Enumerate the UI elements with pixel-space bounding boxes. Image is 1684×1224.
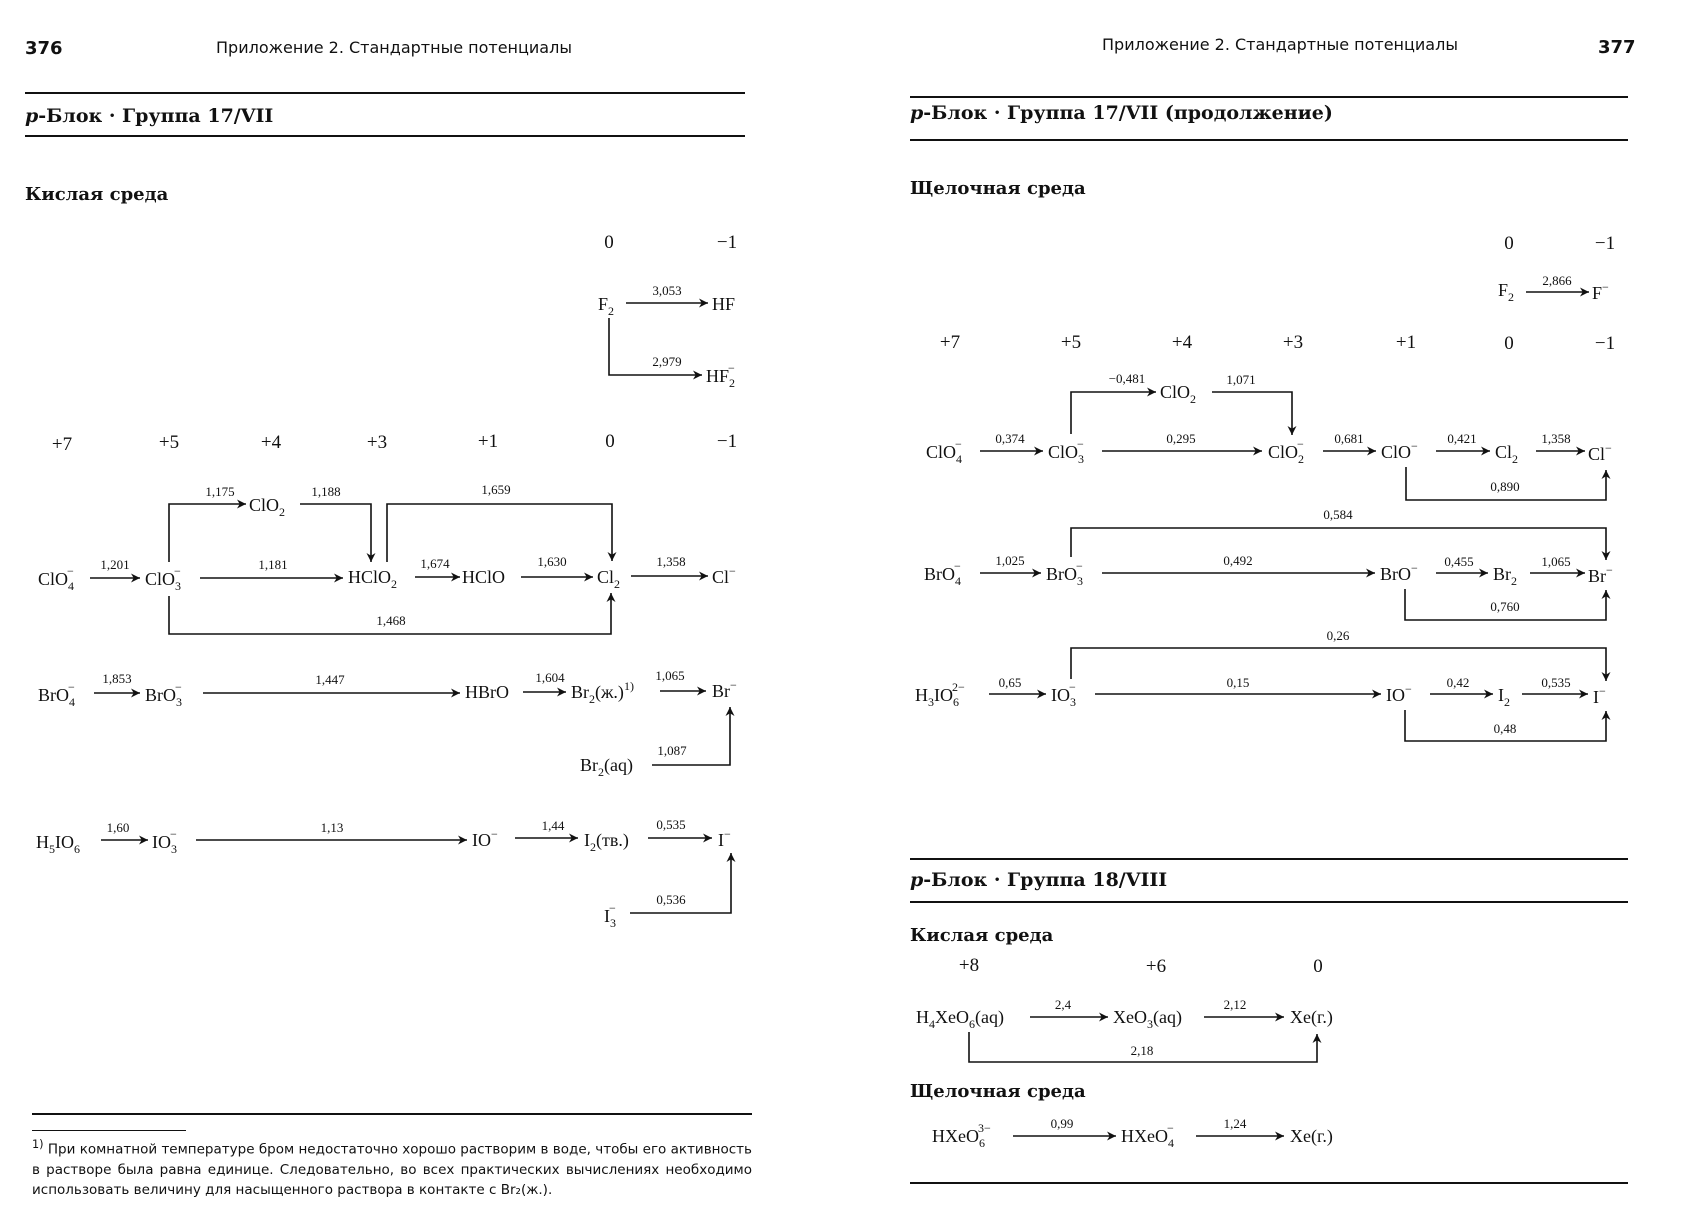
potential-label: 0,48 [1493,721,1517,736]
xe-base-medium: Щелочная среда [910,1081,1086,1102]
species-subscript: 4 [955,574,961,588]
species: Cl− [712,564,736,587]
oxidation-state-label: +5 [1060,332,1082,353]
oxidation-state-label: +1 [477,431,499,452]
oxidation-state-label: +1 [1395,332,1417,353]
species: $F_2$ [1498,280,1515,304]
species: BrO$_4$− [38,680,75,709]
reaction-arrow [387,504,612,562]
species: HClO$_2$ [348,567,398,591]
potential-label: 2,979 [652,354,682,369]
right-oxidation-states [940,332,1615,354]
species-subscript: 2 [608,304,615,318]
species-subscript: (aq) [604,755,633,775]
species-subscript: 3 [171,842,177,856]
species-subscript: 2 [1508,290,1515,304]
potential-label: 1,604 [535,670,565,685]
left-bromine-diagram [38,668,737,779]
left-running-head: Приложение 2. Стандартные потенциалы [216,38,572,57]
left-fluorine-diagram [598,232,737,390]
oxidation-state-label: +5 [158,432,180,453]
species-subscript: 3 [610,916,616,930]
species-subscript: − [1077,437,1084,451]
potential-label: 0,421 [1447,431,1477,446]
oxidation-state-label: +3 [1282,332,1304,353]
species-subscript: 2− [952,680,965,694]
oxidation-state-label: 0 [1504,233,1514,254]
potential-label: 1,087 [657,743,687,758]
oxidation-state-label: +8 [958,955,980,976]
species-subscript: − [1605,441,1612,455]
potential-label: 1,071 [1226,372,1256,387]
potential-label: 0,760 [1490,599,1520,614]
potential-label: 1,44 [541,818,565,833]
species-subscript: 4 [956,452,963,466]
species: ClO$_2$ [1160,382,1197,406]
potential-label: 2,18 [1130,1043,1154,1058]
species-subscript: − [1411,561,1418,575]
species-subscript: − [1411,439,1418,453]
ox-label: 0 [604,232,614,253]
potential-label: 0,26 [1326,628,1350,643]
species-subscript: (aq) [975,1007,1004,1027]
species-subscript: 2 [279,505,286,519]
species: $H_3IO_62-$ [915,680,965,709]
potential-label: 2,866 [1542,273,1572,288]
species: $Br_2(aq)$ [580,755,633,779]
species: I− [1593,684,1606,707]
species: BrO$_4$− [924,559,961,588]
left-iodine-diagram [36,817,731,930]
species-subscript: 4 [929,1017,935,1031]
potential-label: 2,4 [1054,997,1072,1012]
species-subscript: − [724,827,731,841]
potential-label: 0,374 [995,431,1025,446]
footnote: $^{1)}$ При комнатной температуре бром недостаточно хорошо растворим в воде, чтобы его активность в растворе была равна единице. Следовательно, во всех практических вычислениях необходимо использовать величину для насыщенного раствора в контакте с Br₂(ж.). [32,1138,752,1198]
oxidation-state-label: 0 [605,431,615,452]
left-chlorine-diagram [38,482,736,634]
potential-label: 1,468 [376,613,406,628]
species: $Br_2(ж.)^{1)}$ [571,679,634,706]
species-subscript: 3 [1078,452,1085,466]
species: $Cl_2$ [1495,442,1519,466]
species-subscript: − [729,564,736,578]
potential-label: 0,15 [1226,675,1250,690]
species-subscript: − [1599,684,1606,698]
species-subscript: − [609,901,616,915]
species-subscript: 3 [1070,695,1076,709]
oxidation-state-label: +4 [1171,332,1193,353]
oxidation-state-label: 0 [1504,333,1514,354]
potential-label: 1,24 [1223,1116,1247,1131]
species-subscript: − [1602,280,1609,294]
species-subscript: − [1167,1121,1174,1135]
right-section-title: p-Блок · Группа 17/VII (продолжение) [910,102,1333,124]
potential-label: 0,99 [1050,1116,1074,1131]
species-subscript: − [955,437,962,451]
species-subscript: XeO [935,1007,969,1027]
species: $H_5IO_6$ [36,832,80,856]
potential-label: 1,13 [320,820,344,835]
species: HBrO [465,682,509,702]
reaction-arrow [169,504,246,562]
potential-label: 1,853 [102,671,132,686]
species: HClO [462,567,506,587]
right-chlorine-diagram [926,371,1612,500]
potential-label: 2,12 [1223,997,1247,1012]
species: HXeO$_4$− [1121,1121,1174,1150]
species: Cl− [1588,441,1612,464]
potential-label: 0,584 [1323,507,1353,522]
species-subscript: 4 [69,695,75,709]
left-section-title: p-Блок · Группа 17/VII [25,105,274,127]
species: BrO− [1380,561,1418,584]
species: $I_3-$ [604,901,616,930]
species-subscript: 4 [1168,1136,1174,1150]
oxidation-state-label: −1 [1594,233,1616,254]
species: BrO$_3$− [145,680,182,709]
species-subscript: − [954,559,961,573]
reaction-arrow [1071,648,1606,681]
species-subscript: 2 [1511,574,1517,588]
reaction-arrow [1212,392,1292,435]
oxidation-state-label: 0 [1313,956,1323,977]
potential-label: 1,630 [537,554,567,569]
species-subscript: − [1405,682,1412,696]
species-subscript: − [67,564,74,578]
species-subscript: 3 [175,579,182,593]
potential-label: 0,42 [1446,675,1470,690]
right-medium-label: Щелочная среда [910,178,1086,199]
oxidation-state-label: −1 [1594,333,1616,354]
potential-label: 0,536 [656,892,686,907]
species-subscript: − [174,564,181,578]
species-HF2-: $HF_2-$ [706,361,736,390]
right-running-head: Приложение 2. Стандартные потенциалы [1102,35,1458,54]
species: ClO$_2$ [249,495,286,519]
species-subscript: (ж.) [595,682,624,702]
potential-label: 1,181 [258,557,288,572]
potential-label: 0,681 [1334,431,1364,446]
species-HF: HF [712,294,736,314]
oxidation-state-label: −1 [716,431,738,452]
potential-label: 1,674 [420,556,450,571]
left-page-number: 376 [25,38,63,59]
species-subscript: − [1297,437,1304,451]
species: Br− [712,678,737,701]
potential-label: 1,065 [1541,554,1571,569]
species: $IO_3-$ [152,827,177,856]
potential-label: 0,535 [1541,675,1571,690]
xe-acid-medium: Кислая среда [910,925,1054,946]
oxidation-state-label: +3 [366,432,388,453]
right-bromine-diagram [924,507,1613,620]
species-subscript: 3 [1077,574,1083,588]
oxidation-state-label: +7 [51,434,73,455]
species: Br− [1588,563,1613,586]
species: ClO$_3$− [145,564,182,593]
species: F− [1592,280,1609,303]
species-subscript: − [175,680,182,694]
species: BrO$_3$− [1046,559,1083,588]
species-F2: $F_2$ [598,294,615,318]
species: ClO$_2$− [1268,437,1305,466]
oxidation-state-label: +6 [1145,956,1167,977]
species-subscript: 3− [978,1121,991,1135]
species-subscript: 2 [1512,452,1519,466]
species-subscript: − [1069,680,1076,694]
species: $I_2(тв.)$ [584,830,629,854]
potential-label: 0,65 [998,675,1022,690]
species-subscript: 5 [49,842,55,856]
reaction-arrow [1071,528,1606,560]
species-subscript: − [68,680,75,694]
potential-label: 1,188 [311,484,341,499]
species-subscript: 2 [590,840,596,854]
right-fluorine-diagram [1498,233,1615,304]
right-page-number: 377 [1598,37,1636,58]
species-subscript: IO [55,832,74,852]
species-subscript: IO [934,685,953,705]
species-subscript: 2 [614,577,621,591]
potential-label: 1,025 [995,553,1025,568]
oxidation-state-label: +4 [260,432,282,453]
species-subscript: 6 [74,842,80,856]
species: IO− [1386,682,1412,705]
species: Xe(г.) [1290,1126,1333,1146]
ox-label: −1 [716,232,738,253]
group18-title: p-Блок · Группа 18/VIII [910,869,1168,891]
potential-label: 1,175 [205,484,235,499]
species: ClO− [1381,439,1418,462]
species-subscript: 2 [598,765,604,779]
species-subscript: 6 [979,1136,985,1150]
xenon-acid-diagram [916,955,1333,1062]
potential-label: 0,295 [1166,431,1196,446]
potential-label: 0,492 [1223,553,1253,568]
species: $IO_3-$ [1051,680,1076,709]
species-subscript: 2 [1298,452,1305,466]
potential-label: 1,201 [100,557,130,572]
species-subscript: 4 [68,579,75,593]
right-iodine-diagram [915,628,1606,741]
species-subscript: 3 [928,695,934,709]
species: ClO$_3$− [1048,437,1085,466]
species: ClO$_4$− [38,564,75,593]
potential-label: 1,659 [481,482,511,497]
species: $Br_2$ [1493,564,1517,588]
potential-label: 1,358 [656,554,686,569]
potential-label: −0,481 [1108,371,1146,386]
species-subscript: 2 [589,692,595,706]
potential-label: 1,60 [106,820,130,835]
species-subscript: 2 [391,577,398,591]
species-subscript: 2 [729,376,736,390]
species-subscript: 2 [1190,392,1197,406]
species-subscript: 3 [1147,1017,1153,1031]
species-subscript: 3 [176,695,182,709]
reaction-arrow [300,504,371,562]
left-medium-label: Кислая среда [25,184,169,205]
species: ClO$_4$− [926,437,963,466]
species-subscript: 6 [969,1017,975,1031]
xenon-base-diagram [932,1116,1333,1150]
species-subscript: − [491,827,498,841]
species: HXeO$_6$3− [932,1121,991,1150]
species-subscript: − [170,827,177,841]
species-subscript: 6 [953,695,959,709]
oxidation-state-label: +7 [939,332,961,353]
species: XeO$_3$(aq) [1113,1007,1182,1031]
left-oxidation-states [52,431,737,455]
species: IO− [472,827,498,850]
reaction-arrow [1071,392,1156,434]
species-subscript: (тв.) [596,830,629,850]
species: $Cl_2$ [597,567,621,591]
potential-label: 0,890 [1490,479,1520,494]
species-subscript: 1) [623,679,634,693]
potential-label: 0,535 [656,817,686,832]
species-subscript: − [1606,563,1613,577]
species-subscript: (aq) [1153,1007,1182,1027]
potential-label: 0,455 [1444,554,1474,569]
species: $I_2$ [1498,685,1510,709]
species-subscript: − [730,678,737,692]
potential-label: 1,065 [655,668,685,683]
species-subscript: 2 [1504,695,1510,709]
species-subscript: − [728,361,735,375]
potential-label: 1,447 [315,672,345,687]
species-subscript: − [1076,559,1083,573]
species: I− [718,827,731,850]
potential-label: 1,358 [1541,431,1571,446]
species: $H_4XeO_6(aq)$ [916,1007,1004,1031]
potential-label: 3,053 [652,283,682,298]
species: Xe(г.) [1290,1007,1333,1027]
